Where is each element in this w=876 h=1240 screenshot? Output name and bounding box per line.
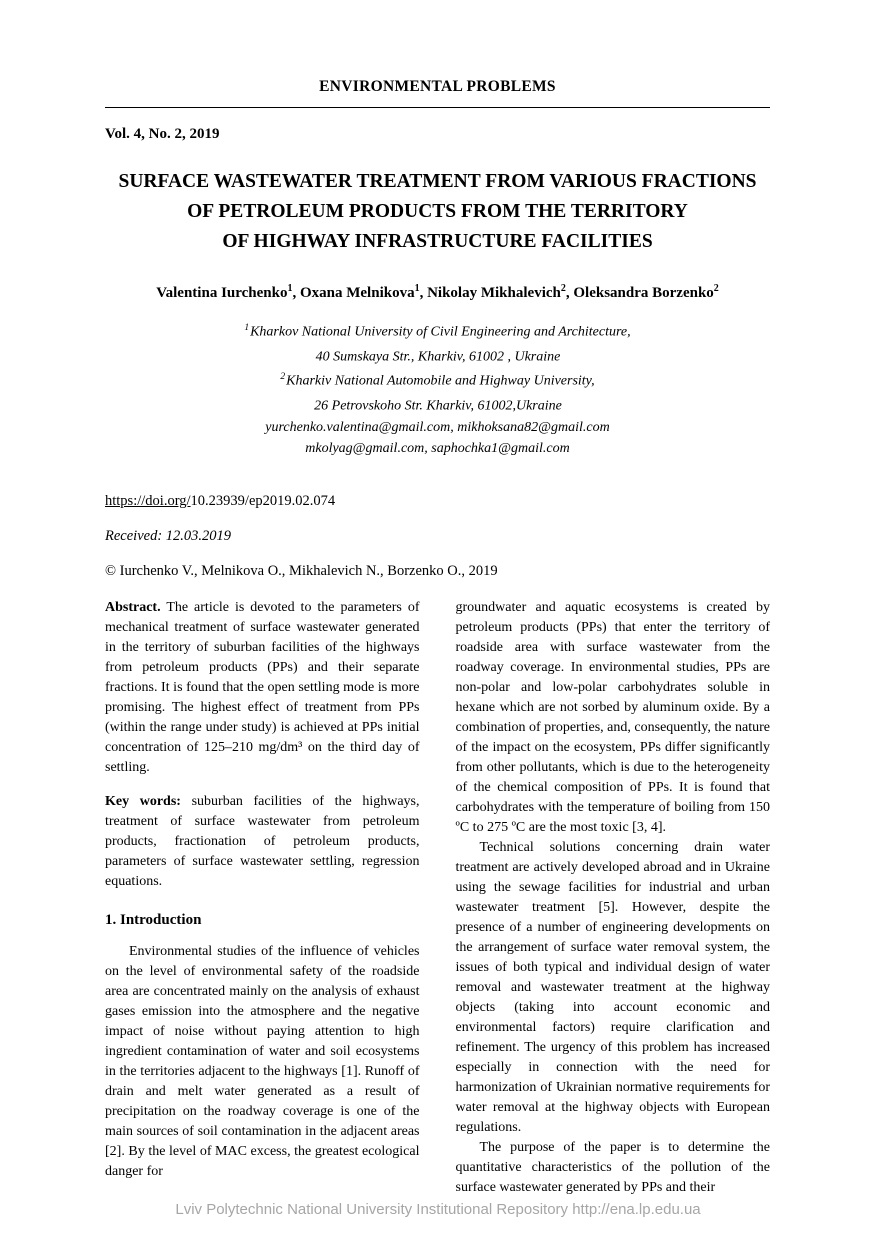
repository-footer: Lviv Polytechnic National University Institutional Repository http://ena.lp.edu.ua <box>175 1201 701 1218</box>
author-name: Nikolay Mikhalevich <box>427 285 561 301</box>
author <box>156 285 300 301</box>
body-paragraph: The purpose of the paper is to determine the quantitative characteristics of the pollution of the surface wastewater generated by PPs and their <box>455 1139 770 1195</box>
doi-line <box>105 493 770 510</box>
author-affiliation-ref: 1 <box>287 283 293 294</box>
intro-paragraph: Environmental studies of the influence of vehicles on the level of environmental safety of the roadside area are concentrated mainly on the analysis of exhaust gases emission into the atmosphere and the negative impact of noise without paying attention to high ingredient contamination of water and soil ecosystems in the territories adjacent to the highways [1]. Runoff of drain and melt water generated as a result of precipitation on the roadway coverage is one of the main sources of soil contamination in the adjacent areas [2]. By the level of MAC excess, the greatest ecological danger for <box>105 943 420 1179</box>
title-line-1: SURFACE WASTEWATER TREATMENT FROM VARIOUS FRACTIONS <box>118 171 757 192</box>
author <box>300 285 427 301</box>
copyright-line: © Iurchenko V., Melnikova O., Mikhalevich N., Borzenko O., 2019 <box>105 562 498 579</box>
author <box>573 285 718 301</box>
affiliation-email-line <box>105 417 770 438</box>
volume-info: Vol. 4, No. 2, 2019 <box>105 126 220 142</box>
affiliation-text: 26 Petrovskoho Str. Kharkiv, 61002,Ukraine <box>314 398 562 414</box>
affiliation-text: mkolyag@gmail.com, saphochka1@gmail.com <box>305 440 570 456</box>
affiliation-email-line <box>105 438 770 459</box>
affiliation-line <box>105 392 770 417</box>
affiliation-text: yurchenko.valentina@gmail.com, mikhoksana82@gmail.com <box>265 419 610 435</box>
received-date: Received: 12.03.2019 <box>105 527 232 544</box>
author-affiliation-ref: 1 <box>414 283 420 294</box>
keywords-text: suburban facilities of the highways, treatment of surface wastewater from petroleum products, fractionation of petroleum products, parameters of surface wastewater settling, regression equations. <box>105 793 420 889</box>
title-line-2: OF PETROLEUM PRODUCTS FROM THE TERRITORY <box>187 201 688 222</box>
affiliation-sup: 2 <box>280 372 286 383</box>
author-separator: , <box>292 285 300 301</box>
left-column <box>105 598 420 1198</box>
affiliation-line <box>105 343 770 368</box>
author-name: Valentina Iurchenko <box>156 285 288 301</box>
affiliation-text: Kharkov National University of Civil Engineering and Architecture, <box>250 324 631 340</box>
keywords-label: Key words: <box>105 793 181 809</box>
keywords-paragraph <box>105 792 420 892</box>
affiliations-block <box>105 318 770 459</box>
body-paragraph: groundwater and aquatic ecosystems is created by petroleum products (PPs) that enter the territory of roadside area with surface wastewater from the roadway coverage. In environmental studies, PPs are non-polar and low-polar carbohydrates soluble in hexane which are not sorbed by aluminum oxide. By a combination of properties, and, consequently, the nature of the impact on the ecosystem, PPs differ significantly from other pollutants, which is due to the heterogeneity of the chemical composition of PPs. It is found that carbohydrates with the temperature of boiling from 150 ºC to 275 ºC are the most toxic [3, 4]. <box>455 599 770 835</box>
right-column <box>456 598 771 1198</box>
abstract-label: Abstract. <box>105 599 161 615</box>
author <box>427 285 573 301</box>
journal-header: ENVIRONMENTAL PROBLEMS <box>105 78 770 108</box>
authors-line <box>105 283 770 302</box>
author-affiliation-ref: 2 <box>713 283 719 294</box>
author-name: Oxana Melnikova <box>299 285 415 301</box>
introduction-heading: 1. Introduction <box>105 911 202 928</box>
author-name: Oleksandra Borzenko <box>573 285 714 301</box>
author-separator: , <box>419 285 428 301</box>
affiliation-text: Kharkiv National Automobile and Highway University, <box>286 373 595 389</box>
title-line-3: OF HIGHWAY INFRASTRUCTURE FACILITIES <box>222 231 653 252</box>
article-body <box>105 598 770 1198</box>
affiliation-sup: 1 <box>244 323 250 333</box>
author-separator: , <box>565 285 574 301</box>
author-affiliation-ref: 2 <box>560 283 566 294</box>
abstract-paragraph <box>105 598 420 778</box>
body-paragraph: Technical solutions concerning drain water treatment are actively developed abroad and in Ukraine using the sewage facilities for industrial and urban wastewater treatment [5]. However, despite the presence of a number of engineering developments on the arrangement of surface water removal system, the issues of both typical and individual design of water removal and wastewater treatment at the highway objects (taking into account economic and environmental factors) require clarification and refinement. The urgency of this problem has increased especially in connection with the need for harmonization of Ukrainian normative requirements for water removal at the highway objects with European regulations. <box>455 839 770 1135</box>
affiliation-line <box>105 367 770 392</box>
doi-suffix: 10.23939/ep2019.02.074 <box>190 492 336 509</box>
affiliation-text: 40 Sumskaya Str., Kharkiv, 61002 , Ukraine <box>315 349 561 365</box>
doi-link[interactable]: https://doi.org/ <box>105 492 191 509</box>
article-title <box>105 167 770 257</box>
abstract-text: The article is devoted to the parameters of mechanical treatment of surface wastewater generated in the territory of suburban facilities of the highways from petroleum products (PPs) and their separate fractions. It is found that the open settling mode is more promising. The highest effect of treatment from PPs (within the range under study) is achieved at PPs initial concentration of 125–210 mg/dm³ on the third day of settling. <box>105 599 420 775</box>
affiliation-line <box>105 318 770 343</box>
